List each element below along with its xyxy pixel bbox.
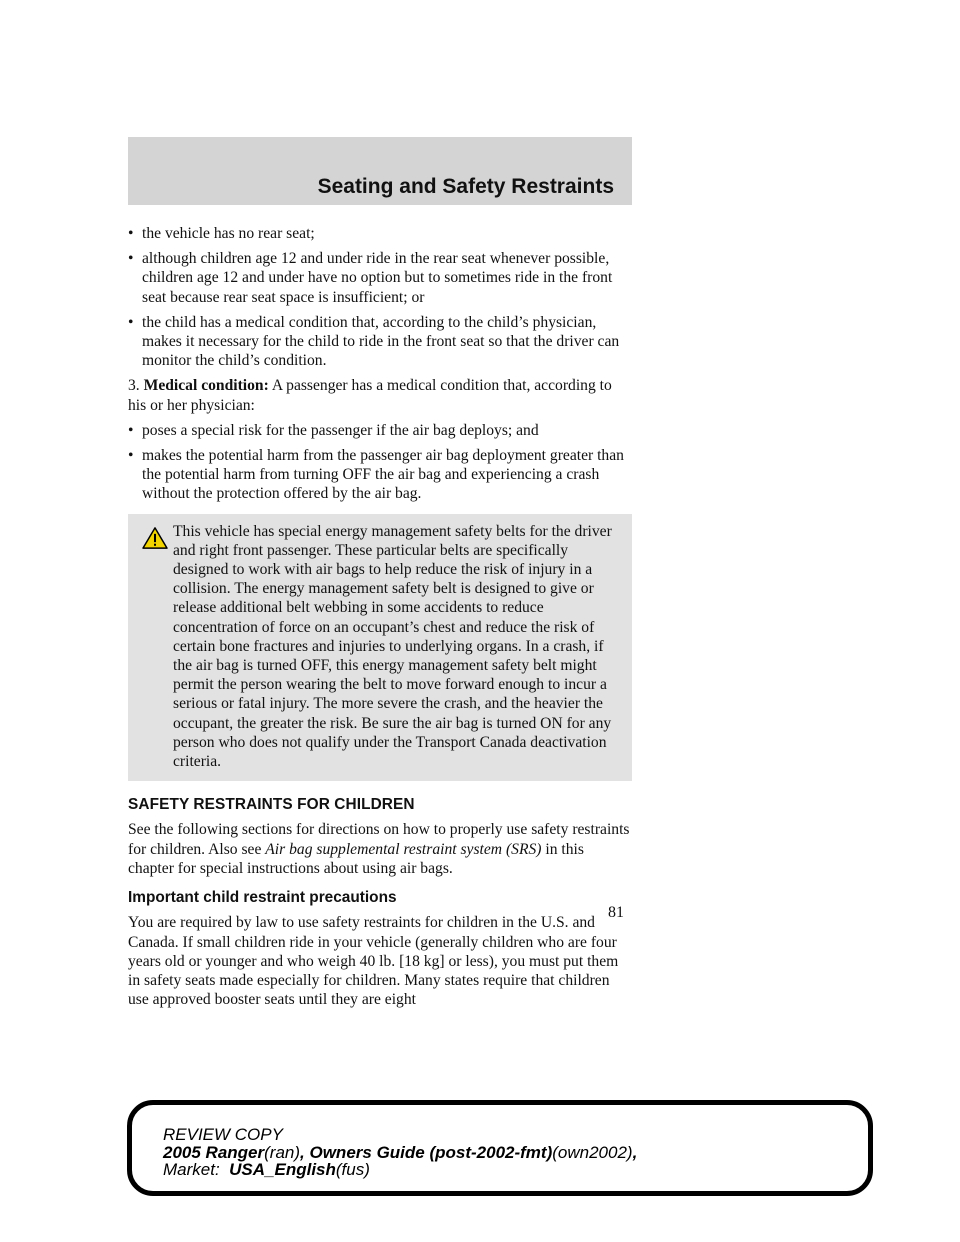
bullet-item [128,421,632,440]
bullet-item [128,446,632,504]
bullet-icon: • [128,250,134,268]
bullet-icon: • [128,447,134,465]
section-header-band [128,137,632,205]
srs-reference: Air bag supplemental restraint system (SRS) [265,840,542,858]
bullet-text: although children age 12 and under ride in the rear seat whenever possible, children age 12 and under have no option but to sometimes ride in the front seat because rear seat space is insufficient; or [142,250,613,306]
medical-condition-label: Medical condition: [143,377,269,395]
page-number: 81 [608,904,624,921]
bullet-text: poses a special risk for the passenger if the air bag deploys; and [142,421,539,439]
document-id-line: 2005 Ranger(ran), Owners Guide (post-2002-fmt)(own2002), [163,1142,638,1162]
bullet-text: makes the potential harm from the passenger air bag deployment greater than the potential harm from turning OFF the air bag and experiencing a crash without the protection offered by the air bag. [142,447,624,503]
bullet-item [128,249,632,307]
review-copy-label: REVIEW COPY [163,1125,283,1144]
bullet-item [128,224,632,243]
warning-box [128,514,632,782]
section-intro [128,820,632,878]
bullet-text: the vehicle has no rear seat; [142,225,315,242]
list-number: 3. [128,377,140,395]
bullet-item [128,313,632,371]
review-copy-text [163,1126,637,1179]
bullet-icon: • [128,313,134,331]
bullet-icon: • [128,225,134,242]
section-heading: SAFETY RESTRAINTS FOR CHILDREN [128,796,415,814]
medical-condition-text: A passenger has a medical condition that, according to his or her physician: [128,377,612,414]
market-line: Market: USA_English(fus) [163,1160,370,1179]
section-title: Seating and Safety Restraints [317,175,614,198]
subsection-heading: Important child restraint precautions [128,889,397,907]
bullet-text: the child has a medical condition that, according to the child’s physician, makes it necessary for the child to ride in the front seat so that the driver can monitor the child’s condition. [142,313,620,370]
warning-triangle-icon [140,526,170,550]
intro-text-end: in this chapter for special instructions about using air bags. [128,840,584,877]
precautions-paragraph: You are required by law to use safety restraints for children in the U.S. and Canada. If small children ride in your vehicle (generally children who are four years old or younger and who weigh 40 lb. [18 kg] or less), you must put them in safety seats made especially for children. Many states require that children use approved booster seats until they are eight [128,914,619,1009]
bullet-icon: • [128,421,134,439]
warning-text: This vehicle has special energy management safety belts for the driver and right front passenger. These particular belts are specifically designed to work with air bags to help reduce the risk of injury in a collision. The energy management safety belt is designed to give or release additional belt webbing in some accidents to reduce concentration of force on an occupant’s chest and reduce the risk of certain bone fractures and injuries to underlying organs. In a crash, if the air bag is turned OFF, this energy management safety belt might permit the person wearing the belt to move forward enough to incur a serious or fatal injury. The more severe the crash, and the heavier the occupant, the greater the risk. Be sure the air bag is turned ON for any person who does not qualify under the Transport Canada deactivation criteria. [173,522,612,771]
medical-condition-paragraph [128,376,632,414]
page-content [128,224,632,1009]
intro-text: See the following sections for directions on how to properly use safety restraints for children. Also see [128,821,630,858]
